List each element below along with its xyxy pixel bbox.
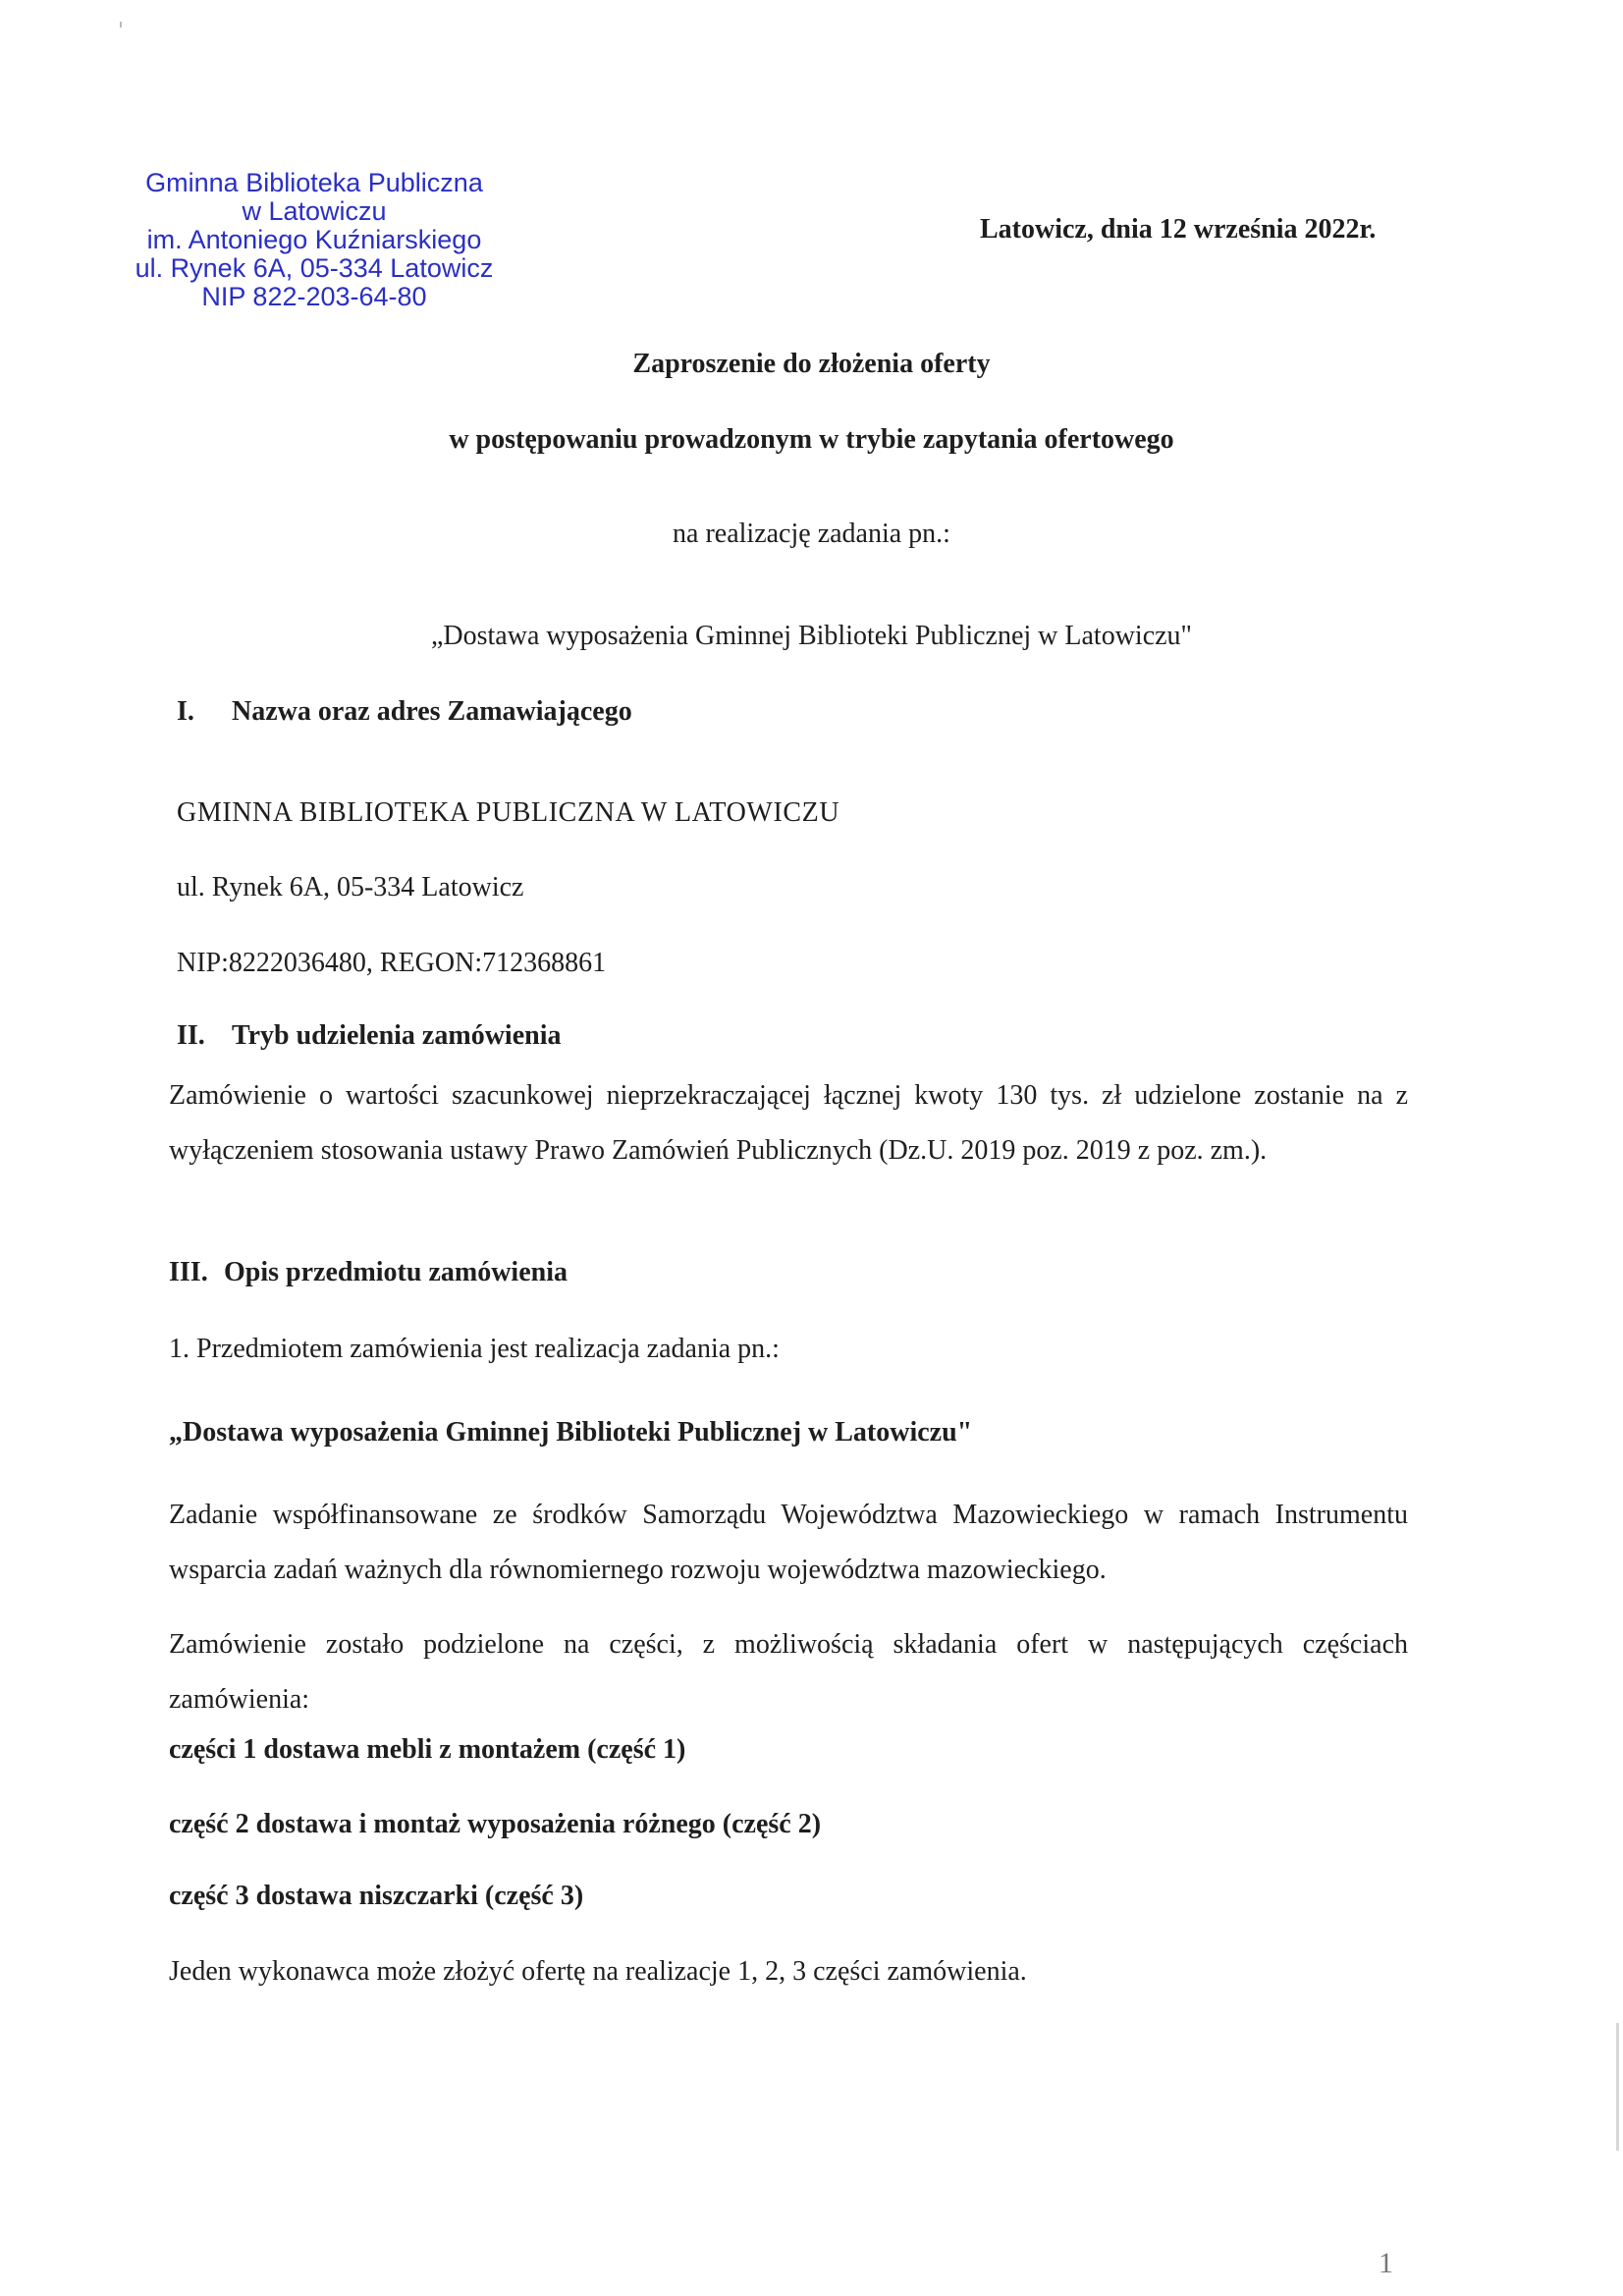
library-stamp [98, 169, 530, 311]
cofinance-text: Zadanie współfinansowane ze środków Samorządu Województwa Mazowieckiego w ramach Instrumentu wsparcia zadań ważnych dla równomiernego rozwoju województwa mazowieckiego. [169, 1500, 1408, 1585]
part-2: część 2 dostawa i montaż wyposażenia różnego (część 2) [169, 1809, 822, 1839]
section-heading-3 [169, 1257, 568, 1288]
section-heading-2 [177, 1020, 561, 1052]
section-number: II. [177, 1020, 205, 1051]
section-title: Tryb udzielenia zamówienia [232, 1020, 562, 1051]
section-number: III. [169, 1257, 208, 1287]
part-3: część 3 dostawa niszczarki (część 3) [169, 1881, 584, 1911]
stamp-line: Gminna Biblioteka Publiczna [145, 168, 483, 197]
task-intro: na realizację zadania pn.: [673, 519, 950, 549]
stamp-line: w Latowiczu [242, 196, 387, 226]
document-date: Latowicz, dnia 12 września 2022r. [980, 214, 1377, 245]
scan-edge-shadow [1616, 2023, 1619, 2151]
section-title: Nazwa oraz adres Zamawiającego [232, 696, 632, 727]
contractor-note: Jeden wykonawca może złożyć ofertę na realizacje 1, 2, 3 części zamówienia. [169, 1956, 1027, 1987]
procedure-text: Zamówienie o wartości szacunkowej nieprzekraczającej łącznej kwoty 130 tys. zł udzielone zostanie na z wyłączeniem stosowania ustawy Prawo Zamówień Publicznych (Dz.U. 2019 poz. 2019 z poz. zm.). [169, 1080, 1408, 1166]
document-title: Zaproszenie do złożenia oferty [632, 349, 991, 379]
point-1: 1. Przedmiotem zamówienia jest realizacja zadania pn.: [169, 1334, 780, 1364]
document-subtitle: w postępowaniu prowadzonym w trybie zapytania ofertowego [449, 424, 1174, 455]
buyer-ids: NIP:8222036480, REGON:712368861 [177, 948, 607, 978]
task-name: „Dostawa wyposażenia Gminnej Biblioteki Publicznej w Latowiczu" [430, 621, 1192, 651]
division-text: Zamówienie zostało podzielone na części, z możliwością składania ofert w następujących częściach zamówienia: [169, 1629, 1408, 1715]
section-title: Opis przedmiotu zamówienia [224, 1257, 568, 1287]
section-heading-1 [177, 696, 632, 728]
stamp-line: im. Antoniego Kuźniarskiego [146, 225, 482, 254]
part-1: części 1 dostawa mebli z montażem (część 1) [169, 1734, 686, 1765]
buyer-name: GMINNA BIBLIOTEKA PUBLICZNA W LATOWICZU [177, 797, 840, 828]
page-number: 1 [1379, 2247, 1393, 2279]
stamp-line: ul. Rynek 6A, 05-334 Latowicz [135, 253, 494, 283]
stamp-line: NIP 822-203-64-80 [201, 282, 427, 311]
buyer-address: ul. Rynek 6A, 05-334 Latowicz [177, 872, 524, 902]
section-number: I. [177, 696, 194, 727]
scan-mark [120, 22, 122, 27]
task-name-bold: „Dostawa wyposażenia Gminnej Biblioteki Publicznej w Latowiczu" [169, 1417, 973, 1448]
